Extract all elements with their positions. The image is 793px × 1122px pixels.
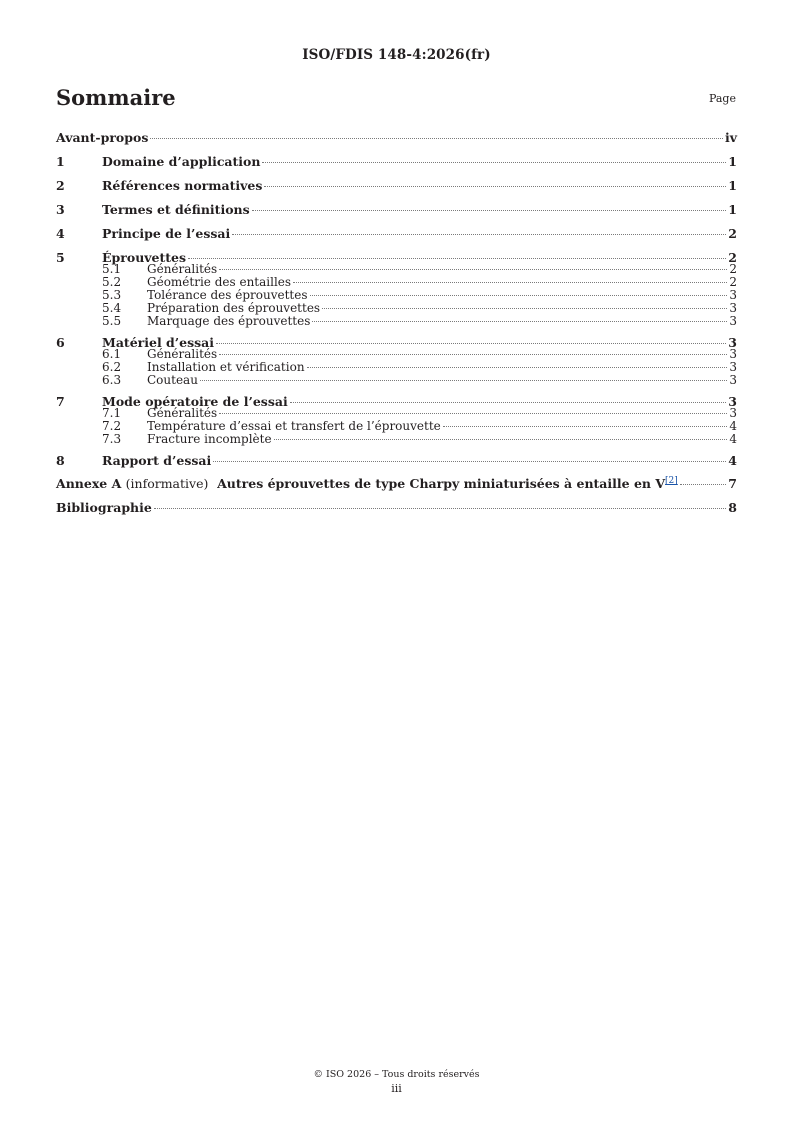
dot-leader bbox=[188, 258, 726, 259]
toc-page-number: 3 bbox=[729, 360, 737, 374]
toc-entry-number: 6 bbox=[56, 335, 65, 350]
toc-entry[interactable] bbox=[56, 315, 737, 328]
toc-entry[interactable] bbox=[56, 202, 737, 218]
dot-leader bbox=[232, 234, 726, 235]
toc-page-number: 3 bbox=[729, 301, 737, 315]
toc-entry-text: Préparation des éprouvettes bbox=[147, 301, 321, 315]
toc-page-number: 2 bbox=[729, 275, 737, 289]
toc-entry-text: Généralités bbox=[147, 347, 218, 361]
toc-page-number: 3 bbox=[729, 288, 737, 302]
toc-entry[interactable] bbox=[56, 130, 737, 146]
annex-title bbox=[56, 476, 678, 492]
toc-page-number: 1 bbox=[728, 154, 737, 169]
page-footer bbox=[0, 1068, 793, 1096]
toc-entry[interactable] bbox=[56, 226, 737, 242]
toc-page-number: 1 bbox=[728, 202, 737, 217]
dot-leader bbox=[200, 380, 727, 381]
toc-entry-text: Matériel d’essai bbox=[102, 335, 215, 350]
toc-page-number: 4 bbox=[729, 419, 737, 433]
toc-entry-number: 5 bbox=[56, 250, 65, 265]
toc-entry-text: Références normatives bbox=[102, 178, 263, 193]
toc-entry-number: 7.2 bbox=[102, 419, 122, 433]
toc-entry-text: Couteau bbox=[147, 373, 198, 387]
toc-entry-bibliographie[interactable] bbox=[56, 500, 737, 516]
copyright-notice: © ISO 2026 – Tous droits réservés bbox=[313, 1069, 480, 1080]
toc-entry[interactable] bbox=[56, 178, 737, 194]
dot-leader bbox=[312, 321, 727, 322]
toc-entry-text: Généralités bbox=[147, 262, 218, 276]
toc-entry-text: Fracture incomplète bbox=[147, 432, 272, 446]
dot-leader bbox=[216, 343, 726, 344]
toc-page-number: 8 bbox=[728, 500, 737, 515]
dot-leader bbox=[252, 210, 727, 211]
toc-entry-text: Rapport d’essai bbox=[102, 453, 212, 468]
toc-page-number: iv bbox=[724, 130, 737, 145]
toc-entry-text: Avant-propos bbox=[56, 130, 149, 145]
toc-page-number: 3 bbox=[728, 335, 737, 350]
dot-leader bbox=[219, 354, 727, 355]
toc-entry-text: Géométrie des entailles bbox=[147, 275, 292, 289]
dot-leader bbox=[443, 426, 728, 427]
toc-entry-text: Éprouvettes bbox=[102, 250, 187, 265]
toc-page-number: 4 bbox=[728, 453, 737, 468]
dot-leader bbox=[680, 484, 727, 485]
dot-leader bbox=[274, 439, 728, 440]
toc-entry-number: 7.3 bbox=[102, 432, 122, 446]
toc-entry-number: 4 bbox=[56, 226, 65, 241]
dot-leader bbox=[150, 138, 723, 139]
dot-leader bbox=[293, 282, 727, 283]
toc-entry-text: Généralités bbox=[147, 406, 218, 420]
toc-entry-text: Domaine d’application bbox=[102, 154, 261, 169]
dot-leader bbox=[310, 295, 728, 296]
table-of-contents bbox=[56, 130, 737, 516]
toc-entry-number: 8 bbox=[56, 453, 65, 468]
page-title: Sommaire bbox=[56, 85, 176, 110]
dot-leader bbox=[154, 508, 726, 509]
toc-entry-number: 5.1 bbox=[102, 262, 122, 276]
dot-leader bbox=[322, 308, 727, 309]
toc-entry-number: 6.2 bbox=[102, 360, 122, 374]
toc-entry-number: 3 bbox=[56, 202, 65, 217]
bibliography-reference-link[interactable]: [2] bbox=[665, 475, 678, 486]
toc-entry-number: 5.4 bbox=[102, 301, 122, 315]
page-column-label: Page bbox=[708, 92, 736, 105]
annex-type: (informative) bbox=[125, 476, 209, 491]
toc-entry-text: Termes et définitions bbox=[102, 202, 250, 217]
toc-page-number: 7 bbox=[728, 476, 737, 491]
toc-page-number: 2 bbox=[728, 250, 737, 265]
toc-entry[interactable] bbox=[56, 433, 737, 446]
toc-entry-number: 5.5 bbox=[102, 314, 122, 328]
dot-leader bbox=[213, 461, 726, 462]
toc-entry-text: Principe de l’essai bbox=[102, 226, 231, 241]
dot-leader bbox=[219, 269, 727, 270]
toc-page-number: 3 bbox=[729, 347, 737, 361]
document-header: ISO/FDIS 148-4:2026(fr) bbox=[302, 47, 491, 63]
toc-entries bbox=[56, 130, 737, 469]
dot-leader bbox=[290, 402, 727, 403]
page-number: iii bbox=[391, 1082, 402, 1095]
dot-leader bbox=[264, 186, 726, 187]
annex-prefix: Annexe A bbox=[56, 476, 122, 491]
toc-entry[interactable] bbox=[56, 154, 737, 170]
annex-text: Autres éprouvettes de type Charpy miniaturisées à entaille en V bbox=[217, 476, 666, 491]
toc-entry-annex-a[interactable] bbox=[56, 476, 737, 492]
toc-entry-number: 5.2 bbox=[102, 275, 122, 289]
toc-entry-number: 2 bbox=[56, 178, 65, 193]
toc-page-number: 1 bbox=[728, 178, 737, 193]
toc-page-number: 2 bbox=[728, 226, 737, 241]
toc-entry[interactable] bbox=[56, 374, 737, 387]
toc-page-number: 2 bbox=[729, 262, 737, 276]
dot-leader bbox=[219, 413, 727, 414]
toc-entry-text: Mode opératoire de l’essai bbox=[102, 394, 288, 409]
toc-entry-number: 5.3 bbox=[102, 288, 122, 302]
toc-entry-text: Bibliographie bbox=[56, 500, 152, 515]
toc-entry-text: Tolérance des éprouvettes bbox=[147, 288, 308, 302]
toc-entry-number: 6.3 bbox=[102, 373, 122, 387]
toc-entry-number: 6.1 bbox=[102, 347, 122, 361]
toc-entry-number: 1 bbox=[56, 154, 65, 169]
toc-entry-text: Marquage des éprouvettes bbox=[147, 314, 311, 328]
toc-page-number: 3 bbox=[728, 394, 737, 409]
toc-page-number: 4 bbox=[729, 432, 737, 446]
dot-leader bbox=[307, 367, 728, 368]
toc-page-number: 3 bbox=[729, 314, 737, 328]
toc-entry-text: Installation et vérification bbox=[147, 360, 305, 374]
toc-page-number: 3 bbox=[729, 406, 737, 420]
toc-entry-number: 7 bbox=[56, 394, 65, 409]
toc-page-number: 3 bbox=[729, 373, 737, 387]
toc-entry-text: Température d’essai et transfert de l’éprouvette bbox=[147, 419, 441, 433]
toc-entry-number: 7.1 bbox=[102, 406, 122, 420]
toc-entry[interactable] bbox=[56, 453, 737, 469]
dot-leader bbox=[262, 162, 726, 163]
